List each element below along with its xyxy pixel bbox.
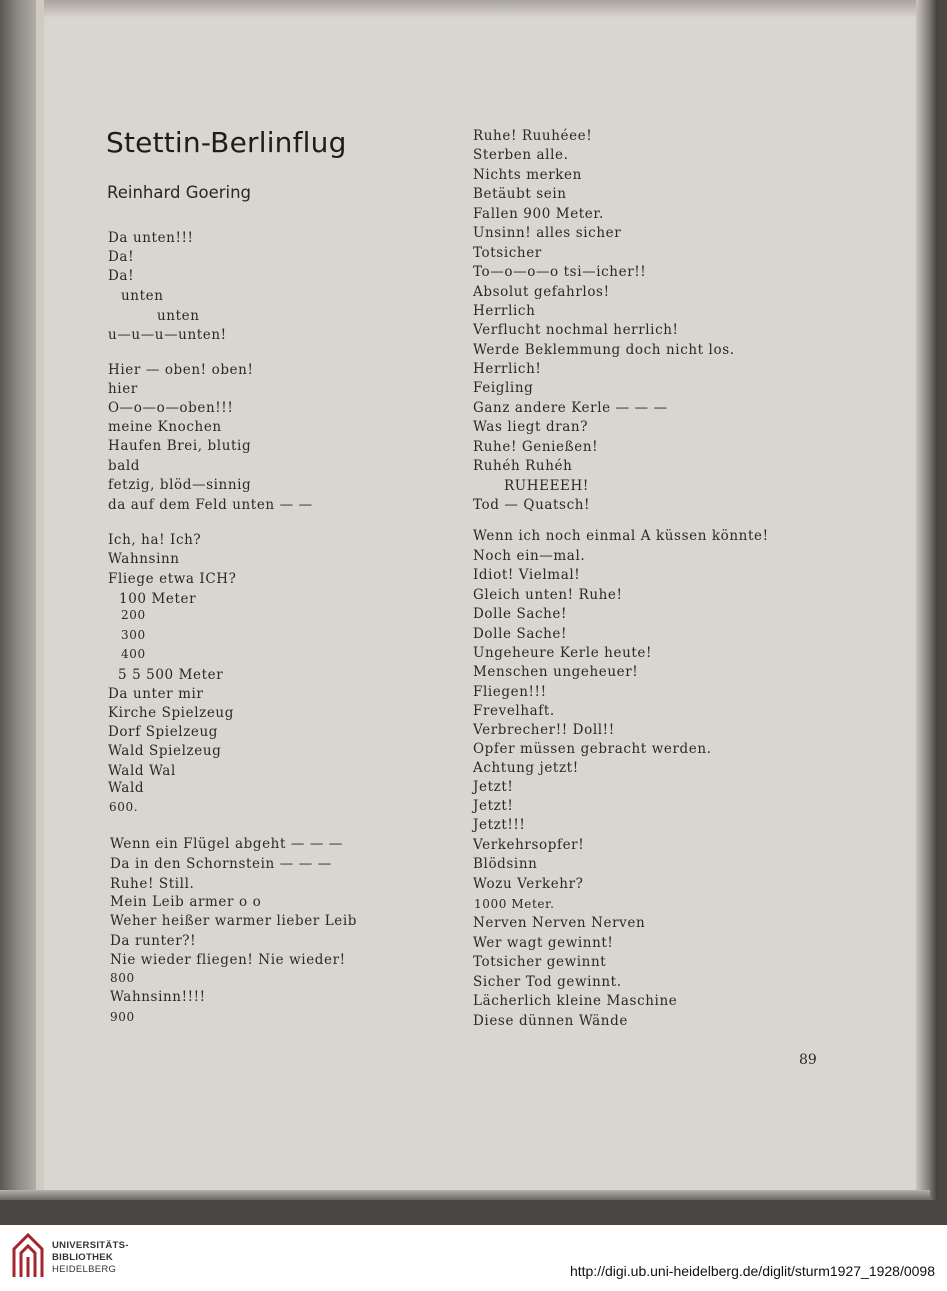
poem-line: Da in den Schornstein — — — xyxy=(110,856,332,872)
poem-line: Herrlich! xyxy=(473,361,542,377)
poem-line: Totsicher gewinnt xyxy=(473,954,607,970)
source-url-link[interactable]: http://digi.ub.uni-heidelberg.de/diglit/sturm1927_1928/0098 xyxy=(569,1263,935,1279)
poem-line: unten xyxy=(121,288,164,304)
poem-line: Wenn ein Flügel abgeht — — — xyxy=(110,836,343,852)
poem-line: Wald Wal xyxy=(108,763,176,779)
book-spine xyxy=(0,0,40,1190)
poem-line: Nichts merken xyxy=(473,167,582,183)
poem-line: Verbrecher!! Doll!! xyxy=(473,722,615,738)
footer-bar xyxy=(0,1225,947,1291)
poem-line: Achtung jetzt! xyxy=(473,760,579,776)
poem-line: Werde Beklemmung doch nicht los. xyxy=(473,342,735,358)
poem-line: Tod — Quatsch! xyxy=(473,497,591,513)
poem-line: Nerven Nerven Nerven xyxy=(473,915,646,931)
poem-line: Verkehrsopfer! xyxy=(473,837,585,853)
poem-line: Frevelhaft. xyxy=(473,703,555,719)
poem-line: 100 Meter xyxy=(119,591,197,607)
poem-line: Jetzt! xyxy=(473,779,514,795)
poem-line: Noch ein—mal. xyxy=(473,548,586,564)
poem-line: unten xyxy=(157,308,200,324)
poem-line: Unsinn! alles sicher xyxy=(473,225,622,241)
poem-line: Haufen Brei, blutig xyxy=(108,438,252,454)
poem-line: Da! xyxy=(108,268,135,284)
poem-line: Hier — oben! oben! xyxy=(108,362,254,378)
poem-line: Da! xyxy=(108,249,135,265)
poem-line: 200 xyxy=(121,608,146,622)
poem-line: Ganz andere Kerle — — — xyxy=(473,400,668,416)
poem-line: Fliegen!!! xyxy=(473,684,547,700)
poem-line: 300 xyxy=(121,628,146,642)
poem-line: bald xyxy=(108,458,141,474)
poem-line: Wahnsinn!!!! xyxy=(110,989,206,1005)
poem-line: fetzig, blöd—sinnig xyxy=(108,477,252,493)
logo-text-line3: HEIDELBERG xyxy=(52,1264,117,1275)
poem-line: Mein Leib armer o o xyxy=(110,894,262,910)
poem-line: da auf dem Feld unten — — xyxy=(108,497,313,513)
poem-line: hier xyxy=(108,381,138,397)
poem-line: Verflucht nochmal herrlich! xyxy=(473,322,679,338)
poem-line: Wozu Verkehr? xyxy=(473,876,584,892)
poem-line: Betäubt sein xyxy=(473,186,567,202)
poem-line: Totsicher xyxy=(473,245,542,261)
logo-text-line2: BIBLIOTHEK xyxy=(52,1252,114,1263)
poem-line: 400 xyxy=(121,647,146,661)
poem-line: Wald xyxy=(108,780,145,796)
bottom-page-edge xyxy=(0,1190,930,1200)
poem-line: Wer wagt gewinnt! xyxy=(473,935,614,951)
poem-line: Wahnsinn xyxy=(108,551,180,567)
poem-line: Sicher Tod gewinnt. xyxy=(473,974,622,990)
poem-line: RUHEEEH! xyxy=(504,478,589,494)
heidelberg-logo-icon xyxy=(12,1233,46,1279)
poem-line: Sterben alle. xyxy=(473,147,569,163)
page-top-shadow xyxy=(44,0,916,18)
poem-line: 5 5 500 Meter xyxy=(118,667,224,683)
poem-line: Jetzt! xyxy=(473,798,514,814)
poem-line: Fliege etwa ICH? xyxy=(108,571,237,587)
poem-line: O—o—o—oben!!! xyxy=(108,400,234,416)
poem-line: Ich, ha! Ich? xyxy=(108,532,202,548)
poem-line: Dorf Spielzeug xyxy=(108,724,219,740)
poem-line: Ruhe! Ruuhéee! xyxy=(473,128,593,144)
poem-line: 1000 Meter. xyxy=(474,897,555,911)
poem-title: Stettin-Berlinflug xyxy=(106,126,347,159)
poem-line: 900 xyxy=(110,1010,135,1024)
poem-line: Wenn ich noch einmal A küssen könnte! xyxy=(473,528,769,544)
page-number: 89 xyxy=(799,1052,817,1068)
poem-line: Weher heißer warmer lieber Leib xyxy=(110,913,358,929)
poem-line: Ruhe! Still. xyxy=(110,876,195,892)
poem-line: Da unten!!! xyxy=(108,230,194,246)
poem-author: Reinhard Goering xyxy=(107,183,252,202)
poem-line: Feigling xyxy=(473,380,534,396)
poem-line: Blödsinn xyxy=(473,856,538,872)
poem-line: Da unter mir xyxy=(108,686,204,702)
poem-line: Ruhéh Ruhéh xyxy=(473,458,573,474)
poem-line: Menschen ungeheuer! xyxy=(473,664,639,680)
poem-line: Nie wieder fliegen! Nie wieder! xyxy=(110,952,346,968)
poem-line: meine Knochen xyxy=(108,419,222,435)
poem-line: Kirche Spielzeug xyxy=(108,705,234,721)
poem-line: Ungeheure Kerle heute! xyxy=(473,645,652,661)
poem-line: Da runter?! xyxy=(110,933,197,949)
poem-line: Jetzt!!! xyxy=(473,817,526,833)
poem-line: Idiot! Vielmal! xyxy=(473,567,581,583)
right-page-edge xyxy=(916,0,938,1200)
poem-line: To—o—o—o tsi—icher!! xyxy=(473,264,647,280)
poem-line: 600. xyxy=(109,800,139,814)
poem-line: Diese dünnen Wände xyxy=(473,1013,628,1029)
poem-line: u—u—u—unten! xyxy=(108,327,227,343)
poem-line: Dolle Sache! xyxy=(473,606,568,622)
logo-text-line1: UNIVERSITÄTS- xyxy=(52,1240,129,1251)
poem-line: Was liegt dran? xyxy=(473,419,589,435)
poem-line: Herrlich xyxy=(473,303,536,319)
poem-line: Wald Spielzeug xyxy=(108,743,222,759)
poem-line: Lächerlich kleine Maschine xyxy=(473,993,678,1009)
poem-line: 800 xyxy=(110,971,135,985)
poem-line: Ruhe! Genießen! xyxy=(473,439,599,455)
poem-line: Opfer müssen gebracht werden. xyxy=(473,741,712,757)
poem-line: Absolut gefahrlos! xyxy=(473,284,610,300)
poem-line: Gleich unten! Ruhe! xyxy=(473,587,623,603)
poem-line: Fallen 900 Meter. xyxy=(473,206,604,222)
poem-line: Dolle Sache! xyxy=(473,626,568,642)
